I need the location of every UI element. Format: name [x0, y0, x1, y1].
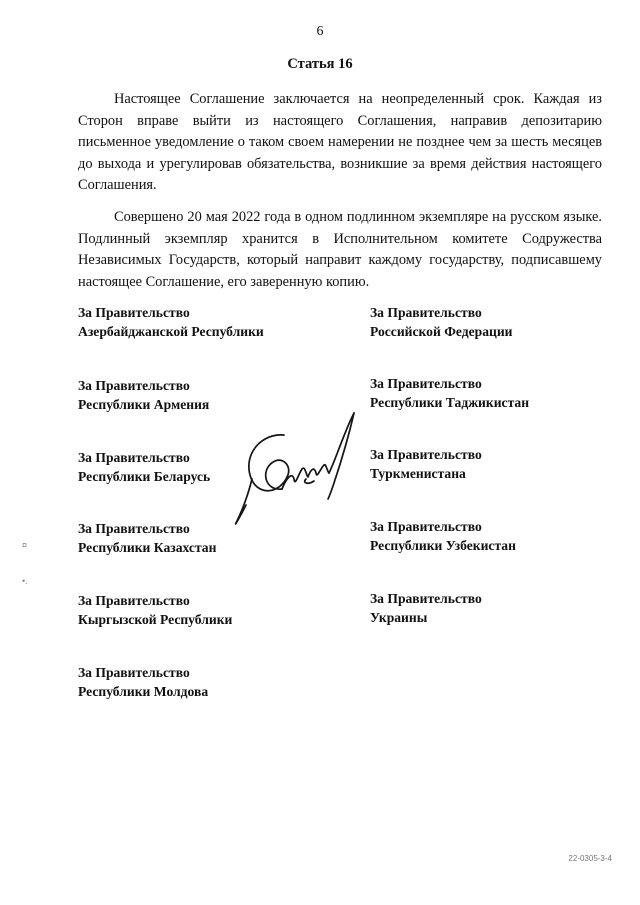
signatory-kyrgyzstan — [78, 591, 232, 629]
footer-code: 22-0305-3-4 — [568, 854, 612, 863]
signatory-azerbaijan — [78, 303, 264, 341]
signatory-country: Азербайджанской Республики — [78, 324, 264, 339]
handwritten-signature — [222, 405, 372, 535]
signatory-country: Республики Казахстан — [78, 540, 217, 555]
signatory-uzbekistan — [370, 517, 516, 555]
signatory-label: За Правительство — [370, 305, 482, 320]
signatory-country: Республики Таджикистан — [370, 395, 530, 410]
signatory-label: За Правительство — [370, 376, 482, 391]
margin-mark: •. — [22, 576, 28, 586]
signatory-label: За Правительство — [78, 450, 190, 465]
signatory-kazakhstan — [78, 519, 216, 557]
signatory-label: За Правительство — [78, 665, 190, 680]
signatory-turkmenistan — [370, 445, 482, 483]
margin-mark: ¤ — [22, 540, 28, 550]
signatory-label: За Правительство — [78, 305, 190, 320]
signatory-moldova — [78, 663, 208, 701]
signatory-country: Республики Узбекистан — [370, 538, 516, 553]
signatory-armenia — [78, 376, 209, 414]
signatory-country: Российской Федерации — [370, 324, 513, 339]
signatory-label: За Правительство — [370, 591, 482, 606]
signatory-belarus — [78, 448, 210, 486]
signatory-label: За Правительство — [78, 521, 190, 536]
paragraph-done: Совершено 20 мая 2022 года в одном подлинном экземпляре на русском языке. Подлинный экземпляр хранится в Исполнительном комитете Содружества Независимых Государств, который направит каждому государству, подписавшему настоящее Соглашение, его заверенную копию. — [78, 209, 602, 290]
signatory-russia — [370, 303, 513, 341]
signatory-tajikistan — [370, 374, 529, 412]
signatory-label: За Правительство — [78, 593, 190, 608]
signatory-ukraine — [370, 589, 482, 627]
signatory-country: Туркменистана — [370, 466, 466, 481]
signatory-country: Республики Молдова — [78, 684, 209, 699]
signatory-country: Республики Армения — [78, 397, 210, 412]
signatory-label: За Правительство — [78, 378, 190, 393]
signatory-country: Республики Беларусь — [78, 469, 211, 484]
signatory-country: Кыргызской Республики — [78, 612, 233, 627]
paragraph-term: Настоящее Соглашение заключается на неопределенный срок. Каждая из Сторон вправе выйти из настоящего Соглашения, направив депозитарию письменное уведомление о таком своем намерении не позднее чем за шесть месяцев до выхода и урегулировав обязательства, возникшие за время действия настоящего Соглашения. — [78, 91, 602, 193]
page-number: 6 — [316, 24, 324, 39]
signatory-label: За Правительство — [370, 519, 482, 534]
article-title: Статья 16 — [287, 56, 353, 72]
signatory-country: Украины — [370, 610, 428, 625]
signatory-label: За Правительство — [370, 447, 482, 462]
